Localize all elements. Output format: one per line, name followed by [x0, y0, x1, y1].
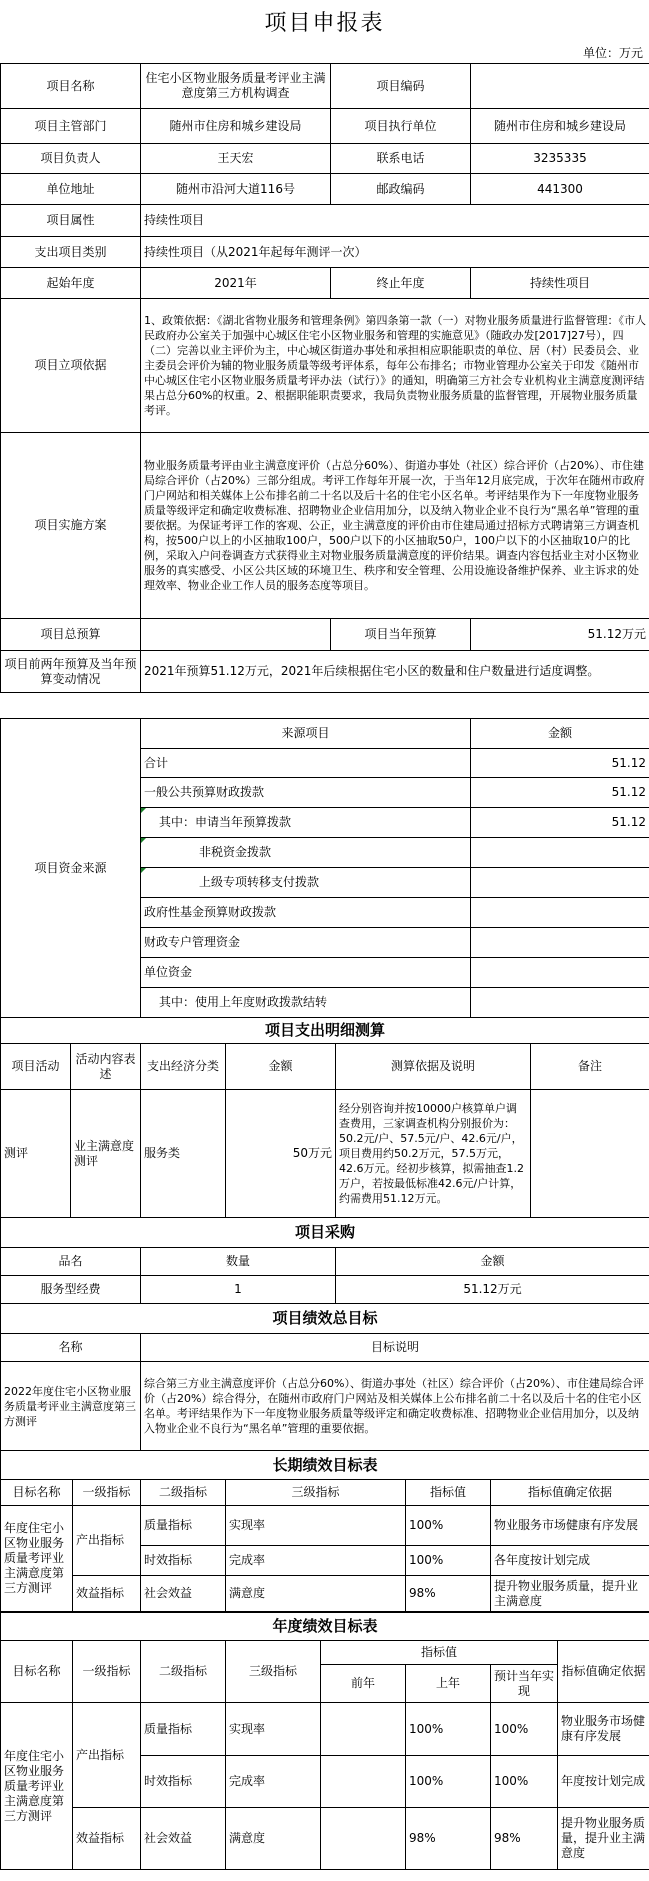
column-header: 三级指标 — [226, 1641, 321, 1703]
fund-row-amount — [471, 868, 649, 898]
level3-indicator: 完成率 — [226, 1756, 321, 1808]
indicator-basis: 物业服务市场健康有序发展 — [491, 1506, 649, 1546]
level2-indicator: 社会效益 — [141, 1808, 226, 1870]
column-header: 指标值 — [321, 1641, 558, 1665]
column-header: 目标名称 — [1, 1641, 73, 1703]
column-header: 金额 — [226, 1044, 336, 1090]
level2-indicator: 质量指标 — [141, 1703, 226, 1756]
indicator-basis: 提升物业服务质量，提升业主满意度 — [491, 1576, 649, 1612]
indicator-value: 100% — [406, 1506, 491, 1546]
phone-label: 联系电话 — [331, 144, 471, 174]
column-header: 支出经济分类 — [141, 1044, 226, 1090]
fund-row-label: 其中：申请当年预算拨款 — [141, 808, 471, 838]
page-title: 项目申报表 — [264, 11, 385, 36]
fund-row-label: 上级专项转移支付拨款 — [141, 868, 471, 898]
basis-cell: 经分别咨询并按10000户核算单户调查费用，三家调查机构分别报价为：50.2元/户、57.5元/户、42.6元/户，项目费用约50.2万元，57.5万元，42.6万元。经初步核算，拟需抽查1.2万户，若按最低标准42.6元/户计算，约需费用51.12万元。 — [336, 1090, 531, 1218]
level2-indicator: 社会效益 — [141, 1576, 226, 1612]
content-cell: 业主满意度测评 — [71, 1090, 141, 1218]
section-title: 项目支出明细测算 — [1, 1018, 649, 1044]
level1-indicator: 效益指标 — [73, 1576, 141, 1612]
indicator-basis: 提升物业服务质量，提升业主满意度 — [558, 1808, 649, 1870]
level2-indicator: 质量指标 — [141, 1506, 226, 1546]
value-current: 98% — [491, 1808, 558, 1870]
column-header: 一级指标 — [73, 1480, 141, 1506]
level2-indicator: 时效指标 — [141, 1546, 226, 1576]
basis-value: 1、政策依据：《湖北省物业服务和管理条例》第四条第一款（一）对物业服务质量进行监督管理：《市人民政府办公室关于加强中心城区住宅小区物业服务和管理的实施意见》（随政办发[2017]27号），四（二）完善以业主评价为主，中心城区街道办事处和承担相应职能职责的单位、居（村）民委员会、业主委员会评价为辅的物业服务质量等级考评体系，每年公布排名；市物业管理办公室关于印发《随州市中心城区住宅小区物业服务质量考评办法（试行）》的通知，明确第三方社会专业机构业主满意度测评结果占总分60%的权重。2、根据职能职责要求，我局负责物业服务质量的监督管理，开展物业服务质量考评。 — [141, 299, 649, 433]
budget-change-label: 项目前两年预算及当年预算变动情况 — [1, 651, 141, 693]
indicator-value: 98% — [406, 1576, 491, 1612]
fund-row-amount: 51.12 — [471, 778, 649, 808]
item-qty-cell: 1 — [141, 1276, 336, 1304]
year-budget-value: 51.12万元 — [471, 619, 649, 651]
level3-indicator: 满意度 — [226, 1576, 406, 1612]
value-prev: 100% — [406, 1703, 491, 1756]
overall-target-name: 2022年度住宅小区物业服务质量考评业主满意度第三方测评 — [1, 1362, 141, 1451]
fund-row-label: 财政专户管理资金 — [141, 928, 471, 958]
sub-column-header: 预计当年实现 — [491, 1665, 558, 1703]
column-header: 活动内容表述 — [71, 1044, 141, 1090]
exec-unit-value: 随州市住房和城乡建设局 — [471, 109, 649, 144]
budget-change-value: 2021年预算51.12万元，2021年后续根据住宅小区的数量和住户数量进行适度调整。 — [141, 651, 649, 693]
overall-target-desc: 综合第三方业主满意度评价（占总分60%）、街道办事处（社区）综合评价（占20%）、市住建局综合评价（占20%）综合得分，在随州市政府门户网站及相关媒体上公布排名前二十名以及后十名的住宅小区名单。考评结果作为下一年度物业服务质量等级评定和确定收费标准、招聘物业企业信用加分，以及纳入物业企业不良行为“黑名单”管理的重要依据。 — [141, 1362, 649, 1451]
leader-label: 项目负责人 — [1, 144, 141, 174]
project-name-label: 项目名称 — [1, 64, 141, 109]
fund-row-amount — [471, 898, 649, 928]
indicator-value: 100% — [406, 1546, 491, 1576]
end-year-label: 终止年度 — [331, 268, 471, 299]
fund-row-label: 其中：使用上年度财政拨款结转 — [141, 988, 471, 1018]
fund-row-amount: 51.12 — [471, 808, 649, 838]
column-header: 指标值确定依据 — [491, 1480, 649, 1506]
column-header: 测算依据及说明 — [336, 1044, 531, 1090]
column-header: 数量 — [141, 1248, 336, 1276]
value-prev2 — [321, 1808, 406, 1870]
fund-row-amount — [471, 838, 649, 868]
end-year-value: 持续性项目 — [471, 268, 649, 299]
level2-indicator: 时效指标 — [141, 1756, 226, 1808]
category-value: 持续性项目（从2021年起每年测评一次） — [141, 237, 649, 268]
fund-row-amount — [471, 988, 649, 1018]
overall-target-table — [0, 1303, 649, 1451]
procurement-table — [0, 1217, 649, 1304]
target-name-cell: 年度住宅小区物业服务质量考评业主满意度第三方测评 — [1, 1703, 73, 1870]
section-title: 项目采购 — [1, 1218, 649, 1248]
column-header: 三级指标 — [226, 1480, 406, 1506]
column-header: 项目活动 — [1, 1044, 71, 1090]
column-header: 指标值 — [406, 1480, 491, 1506]
basis-label: 项目立项依据 — [1, 299, 141, 433]
year-budget-label: 项目当年预算 — [331, 619, 471, 651]
project-code-value — [471, 64, 649, 109]
fund-amount-header: 金额 — [471, 719, 649, 749]
phone-value: 3235335 — [471, 144, 649, 174]
attr-value: 持续性项目 — [141, 205, 649, 237]
level1-indicator: 产出指标 — [73, 1703, 141, 1808]
value-prev: 100% — [406, 1756, 491, 1808]
expenditure-detail-table — [0, 1017, 649, 1218]
item-amount-cell: 51.12万元 — [336, 1276, 649, 1304]
amount-cell: 50万元 — [226, 1090, 336, 1218]
sub-column-header: 前年 — [321, 1665, 406, 1703]
level3-indicator: 实现率 — [226, 1506, 406, 1546]
column-header: 品名 — [1, 1248, 141, 1276]
total-budget-value — [141, 619, 331, 651]
zip-label: 邮政编码 — [331, 174, 471, 205]
fund-row-label: 一般公共预算财政拨款 — [141, 778, 471, 808]
column-header: 一级指标 — [73, 1641, 141, 1703]
level3-indicator: 实现率 — [226, 1703, 321, 1756]
column-header: 目标名称 — [1, 1480, 73, 1506]
section-title: 年度绩效目标表 — [1, 1613, 649, 1641]
plan-value: 物业服务质量考评由业主满意度评价（占总分60%）、街道办事处（社区）综合评价（占20%）、市住建局综合评价（占20%）三部分组成。考评工作每年开展一次，于当年12月底完成，于次年在随州市政府门户网站和相关媒体上公布排名前二十名以及后十名的住宅小区名单。考评结果作为下一年度物业服务质量等级评定和确定收费标准、招聘物业企业信用加分，以及纳入物业企业不良行为“黑名单”管理的重要依据。为保证考评工作的客观、公正，业主满意度的评价由市住建局通过招标方式聘请第三方调查机构，按500户以上的小区抽取100户，500户以下的小区抽取50户，100户以下的小区抽取10户的比例，采取入户问卷调查方式获得业主对物业服务质量满意度的评价结果。调查内容包括业主对小区物业服务的真实感受、小区公共区域的环境卫生、秩序和安全管理、公用设施设备维护保养、业主诉求的处理效率、物业企业工作人员的服务态度等项目。 — [141, 433, 649, 619]
fund-source-table — [0, 718, 649, 1018]
level1-indicator: 产出指标 — [73, 1506, 141, 1576]
dept-value: 随州市住房和城乡建设局 — [141, 109, 331, 144]
start-year-value: 2021年 — [141, 268, 331, 299]
indicator-basis: 年度按计划完成 — [558, 1756, 649, 1808]
level1-indicator: 效益指标 — [73, 1808, 141, 1870]
target-name-cell: 年度住宅小区物业服务质量考评业主满意度第三方测评 — [1, 1506, 73, 1612]
section-title: 项目绩效总目标 — [1, 1304, 649, 1334]
fund-row-label: 合计 — [141, 749, 471, 778]
column-header: 指标值确定依据 — [558, 1641, 649, 1703]
zip-value: 441300 — [471, 174, 649, 205]
item-name-cell: 服务型经费 — [1, 1276, 141, 1304]
category-label: 支出项目类别 — [1, 237, 141, 268]
address-value: 随州市沿河大道116号 — [141, 174, 331, 205]
annual-target-table — [0, 1612, 649, 1870]
fund-row-label: 非税资金拨款 — [141, 838, 471, 868]
column-header: 备注 — [531, 1044, 649, 1090]
fund-row-amount: 51.12 — [471, 749, 649, 778]
longterm-target-table — [0, 1450, 649, 1612]
leader-value: 王天宏 — [141, 144, 331, 174]
fund-row-label: 政府性基金预算财政拨款 — [141, 898, 471, 928]
remark-cell — [531, 1090, 649, 1218]
basic-info-table — [0, 63, 649, 693]
value-prev2 — [321, 1703, 406, 1756]
column-header: 目标说明 — [141, 1334, 649, 1362]
fund-source-label: 项目资金来源 — [1, 719, 141, 1018]
section-title: 长期绩效目标表 — [1, 1451, 649, 1480]
value-prev: 98% — [406, 1808, 491, 1870]
project-code-label: 项目编码 — [331, 64, 471, 109]
indicator-basis: 各年度按计划完成 — [491, 1546, 649, 1576]
indicator-basis: 物业服务市场健康有序发展 — [558, 1703, 649, 1756]
level3-indicator: 满意度 — [226, 1808, 321, 1870]
value-prev2 — [321, 1756, 406, 1808]
column-header: 二级指标 — [141, 1480, 226, 1506]
total-budget-label: 项目总预算 — [1, 619, 141, 651]
fund-row-label: 单位资金 — [141, 958, 471, 988]
fund-row-amount — [471, 928, 649, 958]
level3-indicator: 完成率 — [226, 1546, 406, 1576]
project-name-value: 住宅小区物业服务质量考评业主满意度第三方机构调查 — [141, 64, 331, 109]
address-label: 单位地址 — [1, 174, 141, 205]
dept-label: 项目主管部门 — [1, 109, 141, 144]
column-header: 名称 — [1, 1334, 141, 1362]
fund-source-header: 来源项目 — [141, 719, 471, 749]
category-cell: 服务类 — [141, 1090, 226, 1218]
column-header: 二级指标 — [141, 1641, 226, 1703]
attr-label: 项目属性 — [1, 205, 141, 237]
fund-row-amount — [471, 958, 649, 988]
value-current: 100% — [491, 1703, 558, 1756]
sub-column-header: 上年 — [406, 1665, 491, 1703]
column-header: 金额 — [336, 1248, 649, 1276]
start-year-label: 起始年度 — [1, 268, 141, 299]
plan-label: 项目实施方案 — [1, 433, 141, 619]
exec-unit-label: 项目执行单位 — [331, 109, 471, 144]
unit-label: 单位：万元 — [582, 46, 643, 60]
value-current: 100% — [491, 1756, 558, 1808]
activity-cell: 测评 — [1, 1090, 71, 1218]
